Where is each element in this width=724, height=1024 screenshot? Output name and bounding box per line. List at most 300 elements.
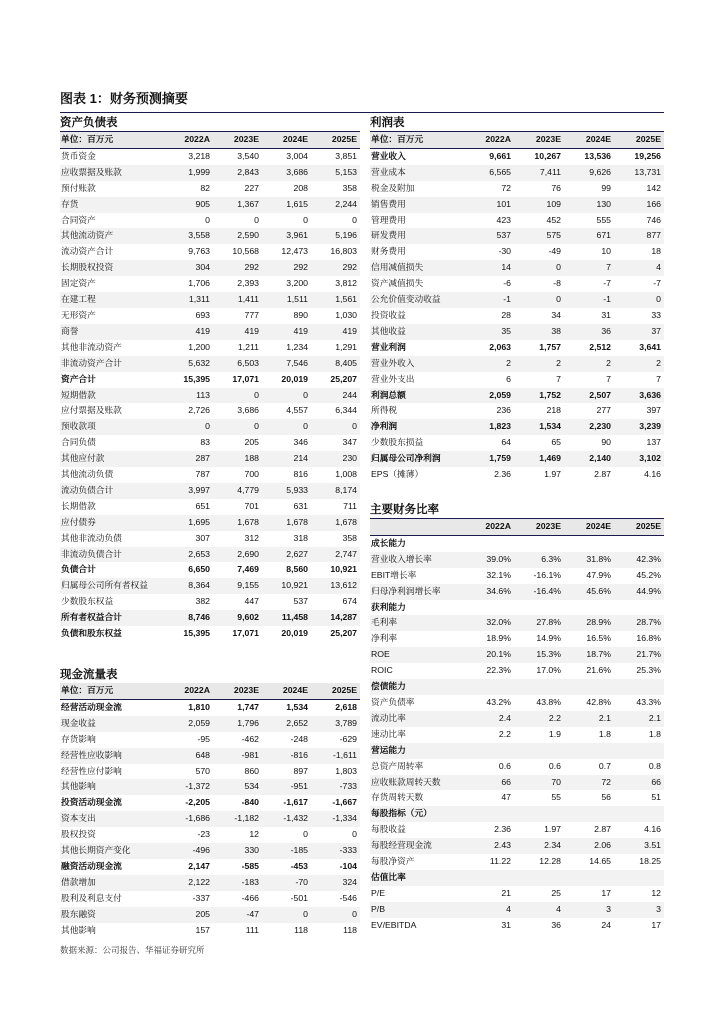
table-row xyxy=(370,372,664,388)
row-label: 股利及利息支付 xyxy=(61,892,122,903)
value-cell: 1,211 xyxy=(237,341,259,352)
value-cell: 56 xyxy=(601,792,611,803)
value-cell: 0 xyxy=(311,419,360,435)
value-cell: -1,667 xyxy=(332,797,357,808)
value-cell: 0 xyxy=(262,388,311,404)
value-cell: 51 xyxy=(651,792,661,803)
value-cell: 34.6% xyxy=(464,584,514,600)
row-label: 销售费用 xyxy=(370,197,464,213)
value-cell: 82 xyxy=(200,182,210,193)
value-cell: 6,650 xyxy=(188,564,210,575)
table-row xyxy=(370,552,664,568)
header-year-cell: 2025E xyxy=(614,519,664,535)
value-cell: 45.2% xyxy=(636,569,661,580)
table-row xyxy=(60,483,360,499)
value-cell: -1 xyxy=(564,292,614,308)
value-cell: 9,155 xyxy=(213,578,262,594)
row-label: 存货影响 xyxy=(61,733,96,744)
table-row xyxy=(60,165,360,181)
value-cell: 1,367 xyxy=(213,197,262,213)
header-year-cell: 2025E xyxy=(311,683,360,699)
row-label: 其他流动负债 xyxy=(61,469,114,480)
figure-title: 图表 1：财务预测摘要 xyxy=(60,90,664,113)
table-row xyxy=(370,181,664,197)
table-row xyxy=(60,324,360,340)
value-cell: 2.1 xyxy=(614,711,664,727)
value-cell: 3,641 xyxy=(639,341,661,352)
value-cell: 17,071 xyxy=(232,373,259,384)
value-cell: 324 xyxy=(311,875,360,891)
value-cell: 292 xyxy=(311,260,360,276)
value-cell: 3,997 xyxy=(164,483,213,499)
value-cell: 347 xyxy=(342,437,357,448)
value-cell: 244 xyxy=(311,388,360,404)
row-label: 其他流动资产 xyxy=(60,228,164,244)
table-row xyxy=(370,276,664,292)
value-cell: 2,393 xyxy=(237,278,259,289)
row-label: EBIT增长率 xyxy=(371,569,417,580)
table-header-row xyxy=(370,132,664,148)
value-cell: 671 xyxy=(564,228,614,244)
value-cell: 1,695 xyxy=(164,515,213,531)
row-label: 在建工程 xyxy=(60,292,164,308)
cash-flow-title: 现金流量表 xyxy=(60,667,360,684)
value-cell: 1,411 xyxy=(213,292,262,308)
header-unit-cell: 单位：百万元 xyxy=(370,132,464,148)
table-row xyxy=(60,213,360,229)
value-cell: 142 xyxy=(646,182,661,193)
value-cell: 4,779 xyxy=(213,483,262,499)
row-label: 营业外收入 xyxy=(370,356,464,372)
value-cell: 1.97 xyxy=(544,469,561,480)
value-cell xyxy=(464,679,514,695)
value-cell: 2.36 xyxy=(494,824,511,835)
row-label: 预付账款 xyxy=(61,182,96,193)
row-label: 商誉 xyxy=(60,324,164,340)
value-cell xyxy=(614,679,664,695)
row-label: 其他收益 xyxy=(370,324,464,340)
value-cell: 777 xyxy=(244,309,259,320)
value-cell: 6.3% xyxy=(514,552,564,568)
value-cell: 8,364 xyxy=(164,578,213,594)
row-label: 营业收入增长率 xyxy=(370,552,464,568)
table-row xyxy=(60,197,360,213)
table-row xyxy=(370,467,664,483)
value-cell: 70 xyxy=(514,775,564,791)
value-cell: 64 xyxy=(501,437,511,448)
row-label: 经营性应付影响 xyxy=(61,765,122,776)
value-cell: 31 xyxy=(601,309,611,320)
value-cell: 22.3% xyxy=(486,665,511,676)
value-cell: 287 xyxy=(164,451,213,467)
table-row xyxy=(370,568,664,584)
value-cell: 2,690 xyxy=(213,547,262,563)
value-cell: 7 xyxy=(656,373,661,384)
value-cell: 10,267 xyxy=(534,150,561,161)
value-cell: 2,512 xyxy=(589,341,611,352)
value-cell: 1,757 xyxy=(539,341,561,352)
header-year-cell: 2024E xyxy=(564,519,614,535)
row-label: 归属母公司所有者权益 xyxy=(60,578,164,594)
value-cell: 277 xyxy=(596,405,611,416)
row-label: 借款增加 xyxy=(60,875,164,891)
value-cell xyxy=(464,600,514,616)
row-label: 其他应付款 xyxy=(60,451,164,467)
source-note: 数据来源：公司报告、华福证券研究所 xyxy=(60,945,205,955)
row-label: 营业利润 xyxy=(371,341,406,352)
value-cell: 10,921 xyxy=(262,578,311,594)
value-cell: 205 xyxy=(244,437,259,448)
header-year-cell: 2022A xyxy=(164,683,213,699)
value-cell: 2,059 xyxy=(164,716,213,732)
value-cell: 2,652 xyxy=(262,716,311,732)
value-cell: 2,843 xyxy=(213,165,262,181)
value-cell: 2,230 xyxy=(564,419,614,435)
cash-flow-table xyxy=(60,683,360,939)
value-cell: 3 xyxy=(564,902,614,918)
value-cell: -1,611 xyxy=(311,748,360,764)
row-label: 毛利率 xyxy=(370,615,464,631)
ratios-title: 主要财务比率 xyxy=(370,502,664,519)
value-cell: 2.4 xyxy=(464,711,514,727)
value-cell: 5,153 xyxy=(311,165,360,181)
value-cell xyxy=(464,743,514,759)
row-label: 现金收益 xyxy=(60,716,164,732)
value-cell: -733 xyxy=(311,779,360,795)
value-cell: 1,234 xyxy=(286,341,308,352)
table-row xyxy=(370,292,664,308)
value-cell: -816 xyxy=(262,748,311,764)
value-cell: 137 xyxy=(646,437,661,448)
value-cell: 711 xyxy=(343,500,357,511)
value-cell: -501 xyxy=(290,892,308,903)
table-row xyxy=(370,197,664,213)
value-cell xyxy=(514,806,564,822)
value-cell: -95 xyxy=(197,733,210,744)
value-cell: 28 xyxy=(501,309,511,320)
value-cell: 648 xyxy=(164,748,213,764)
row-label: 少数股东损益 xyxy=(371,437,424,448)
value-cell: -104 xyxy=(339,860,357,871)
value-cell: 2 xyxy=(514,356,564,372)
table-header-row xyxy=(60,683,360,699)
row-label: 存货 xyxy=(60,197,164,213)
value-cell: 3,200 xyxy=(286,278,308,289)
value-cell: 3,540 xyxy=(237,150,259,161)
row-label: 营运能力 xyxy=(370,743,464,759)
value-cell: 0 xyxy=(262,907,311,923)
header-year-cell: 2022A xyxy=(464,519,514,535)
row-label: 资产减值损失 xyxy=(371,278,424,289)
value-cell: 10 xyxy=(601,246,611,257)
value-cell: 330 xyxy=(213,843,262,859)
value-cell: 1,030 xyxy=(335,309,357,320)
table-row xyxy=(370,451,664,467)
value-cell: 3,636 xyxy=(614,388,664,404)
value-cell: 99 xyxy=(601,182,611,193)
row-label: 速动比率 xyxy=(371,728,406,739)
value-cell: 7,411 xyxy=(514,165,564,181)
value-cell: 6,344 xyxy=(335,405,357,416)
table-row xyxy=(370,584,664,600)
value-cell: 18 xyxy=(651,246,661,257)
header-year-cell: 2022A xyxy=(164,132,213,148)
value-cell: 0 xyxy=(311,907,360,923)
row-label: 所有者权益合计 xyxy=(60,610,164,626)
table-row xyxy=(370,260,664,276)
value-cell: 419 xyxy=(262,324,311,340)
value-cell: 1,008 xyxy=(335,469,357,480)
value-cell: 42.8% xyxy=(586,696,611,707)
value-cell: -1,334 xyxy=(311,811,360,827)
value-cell xyxy=(564,870,614,886)
value-cell: 897 xyxy=(293,765,308,776)
header-unit-cell: 单位：百万元 xyxy=(60,683,164,699)
table-row xyxy=(60,260,360,276)
value-cell: 0 xyxy=(614,292,664,308)
row-label: 偿债能力 xyxy=(370,679,464,695)
row-label: 每股净资产 xyxy=(371,856,415,867)
value-cell: -1,617 xyxy=(283,797,308,808)
value-cell: 2.1 xyxy=(564,711,614,727)
value-cell: 17 xyxy=(601,887,611,898)
value-cell: 0 xyxy=(514,292,564,308)
table-row xyxy=(370,727,664,743)
table-row xyxy=(370,790,664,806)
row-label: 税金及附加 xyxy=(371,182,415,193)
value-cell: 55 xyxy=(551,792,561,803)
row-label: 归属母公司净利润 xyxy=(370,451,464,467)
value-cell: -1,372 xyxy=(164,779,213,795)
value-cell: -585 xyxy=(241,860,259,871)
value-cell: 2.34 xyxy=(514,838,564,854)
value-cell: 2 xyxy=(614,356,664,372)
value-cell: 452 xyxy=(546,214,561,225)
value-cell: 6,565 xyxy=(464,165,514,181)
value-cell: -7 xyxy=(603,278,611,289)
row-label: 合同资产 xyxy=(61,214,96,225)
row-label: 货币资金 xyxy=(61,150,96,161)
value-cell: -248 xyxy=(290,733,308,744)
value-cell: 1,311 xyxy=(164,292,213,308)
value-cell: 31 xyxy=(501,919,511,930)
row-label: 长期借款 xyxy=(61,500,96,511)
value-cell: -183 xyxy=(213,875,262,891)
value-cell: 4 xyxy=(464,902,514,918)
row-label: 其他影响 xyxy=(60,779,164,795)
value-cell: 905 xyxy=(164,197,213,213)
value-cell: -840 xyxy=(241,797,259,808)
value-cell: 0 xyxy=(514,260,564,276)
table-row xyxy=(60,594,360,610)
table-row xyxy=(60,419,360,435)
row-label: 资产合计 xyxy=(61,373,96,384)
value-cell: -7 xyxy=(653,278,661,289)
value-cell: 20,019 xyxy=(281,373,308,384)
value-cell: 65 xyxy=(551,437,561,448)
value-cell xyxy=(564,743,614,759)
value-cell: -337 xyxy=(192,892,210,903)
value-cell: 9,763 xyxy=(188,246,210,257)
value-cell: 0.7 xyxy=(598,760,611,771)
value-cell: 4 xyxy=(614,260,664,276)
value-cell: 312 xyxy=(244,532,259,543)
value-cell: 307 xyxy=(195,532,210,543)
table-row xyxy=(60,276,360,292)
value-cell: 8,405 xyxy=(311,356,360,372)
value-cell: 21 xyxy=(501,887,511,898)
value-cell: 1,752 xyxy=(514,388,564,404)
value-cell: 1.8 xyxy=(598,728,611,739)
table-row xyxy=(60,356,360,372)
value-cell: -629 xyxy=(339,733,357,744)
row-label: 其他非流动资产 xyxy=(61,341,122,352)
row-label: 财务费用 xyxy=(371,246,406,257)
table-row xyxy=(370,870,664,886)
table-row xyxy=(370,822,664,838)
value-cell: 1,534 xyxy=(286,701,308,712)
table-row xyxy=(370,356,664,372)
table-row xyxy=(370,244,664,260)
row-label: 资产负债率 xyxy=(371,696,415,707)
value-cell: -30 xyxy=(498,246,511,257)
table-row xyxy=(370,711,664,727)
value-cell: 1,615 xyxy=(262,197,311,213)
header-year-cell: 2024E xyxy=(564,132,614,148)
row-label: 信用减值损失 xyxy=(370,260,464,276)
table-row xyxy=(60,827,360,843)
row-label: 固定资产 xyxy=(61,278,96,289)
table-row xyxy=(370,388,664,404)
value-cell: 1,810 xyxy=(188,701,210,712)
value-cell: -1 xyxy=(464,292,514,308)
value-cell: 2 xyxy=(564,356,614,372)
value-cell: 72 xyxy=(564,775,614,791)
table-row xyxy=(370,902,664,918)
value-cell: -49 xyxy=(548,246,561,257)
value-cell: 816 xyxy=(293,469,308,480)
value-cell: 346 xyxy=(293,437,308,448)
row-label: 资本支出 xyxy=(60,811,164,827)
value-cell: 3.51 xyxy=(614,838,664,854)
value-cell: 0 xyxy=(352,214,357,225)
value-cell: 17 xyxy=(651,919,661,930)
value-cell: 236 xyxy=(496,405,511,416)
value-cell: 1,706 xyxy=(188,278,210,289)
value-cell xyxy=(464,535,514,551)
value-cell: 2,122 xyxy=(164,875,213,891)
value-cell: 537 xyxy=(293,596,308,607)
value-cell: 43.3% xyxy=(636,696,661,707)
row-label: 股权投资 xyxy=(61,829,96,840)
value-cell: 72 xyxy=(501,182,511,193)
value-cell: 2.36 xyxy=(494,469,511,480)
header-year-cell: 2025E xyxy=(311,132,360,148)
value-cell: 25.3% xyxy=(636,665,661,676)
row-label: 流动比率 xyxy=(370,711,464,727)
value-cell xyxy=(564,679,614,695)
value-cell: 1,511 xyxy=(262,292,311,308)
value-cell: 3,102 xyxy=(614,451,664,467)
ratios-table xyxy=(370,519,664,934)
row-label: 负债合计 xyxy=(61,564,96,575)
value-cell: 130 xyxy=(564,197,614,213)
value-cell: 419 xyxy=(213,324,262,340)
row-label: 其他影响 xyxy=(61,924,96,935)
value-cell: 7 xyxy=(606,373,611,384)
value-cell: 32.1% xyxy=(486,569,511,580)
value-cell: 5,933 xyxy=(262,483,311,499)
value-cell: 0 xyxy=(164,419,213,435)
table-header-row xyxy=(370,519,664,535)
value-cell: -466 xyxy=(241,892,259,903)
header-year-cell: 2025E xyxy=(614,132,664,148)
row-label: ROIC xyxy=(371,665,393,676)
value-cell: -185 xyxy=(262,843,311,859)
row-label: 应付债券 xyxy=(60,515,164,531)
value-cell: 0 xyxy=(303,829,308,840)
value-cell xyxy=(464,806,514,822)
row-label: 长期股权投资 xyxy=(60,260,164,276)
value-cell: 20,019 xyxy=(281,628,308,639)
value-cell: 419 xyxy=(164,324,213,340)
value-cell xyxy=(564,806,614,822)
row-label: 管理费用 xyxy=(371,214,406,225)
value-cell: 11,458 xyxy=(262,610,311,626)
value-cell: 2,063 xyxy=(489,341,511,352)
value-cell: 208 xyxy=(293,182,308,193)
table-row xyxy=(370,663,664,679)
value-cell: -951 xyxy=(262,779,311,795)
value-cell: 3,789 xyxy=(311,716,360,732)
value-cell: 555 xyxy=(596,214,611,225)
value-cell: 13,536 xyxy=(584,150,611,161)
value-cell: 2,147 xyxy=(188,860,210,871)
value-cell: -333 xyxy=(311,843,360,859)
value-cell: 76 xyxy=(551,182,561,193)
value-cell: 3 xyxy=(614,902,664,918)
value-cell: 3,961 xyxy=(262,228,311,244)
table-row xyxy=(60,148,360,164)
value-cell: 118 xyxy=(294,924,308,935)
value-cell: 113 xyxy=(164,388,213,404)
value-cell: 1,796 xyxy=(213,716,262,732)
value-cell: 10,921 xyxy=(330,564,357,575)
table-row xyxy=(60,515,360,531)
table-row xyxy=(60,764,360,780)
value-cell xyxy=(514,679,564,695)
value-cell: 227 xyxy=(244,182,259,193)
value-cell: -1,432 xyxy=(262,811,311,827)
table-row xyxy=(60,699,360,715)
value-cell: 218 xyxy=(546,405,561,416)
table-row xyxy=(60,451,360,467)
table-row xyxy=(60,244,360,260)
table-row xyxy=(370,148,664,164)
row-label: 负债和股东权益 xyxy=(61,628,122,639)
value-cell: 5,632 xyxy=(164,356,213,372)
value-cell: 651 xyxy=(195,500,210,511)
value-cell: -2,205 xyxy=(185,797,210,808)
table-row xyxy=(370,165,664,181)
value-cell: 631 xyxy=(293,500,308,511)
value-cell: 9,661 xyxy=(489,150,511,161)
row-label: 总资产周转率 xyxy=(371,760,424,771)
table-row xyxy=(370,213,664,229)
value-cell: 2.06 xyxy=(564,838,614,854)
header-year-cell: 2024E xyxy=(262,683,311,699)
value-cell: 701 xyxy=(244,500,259,511)
